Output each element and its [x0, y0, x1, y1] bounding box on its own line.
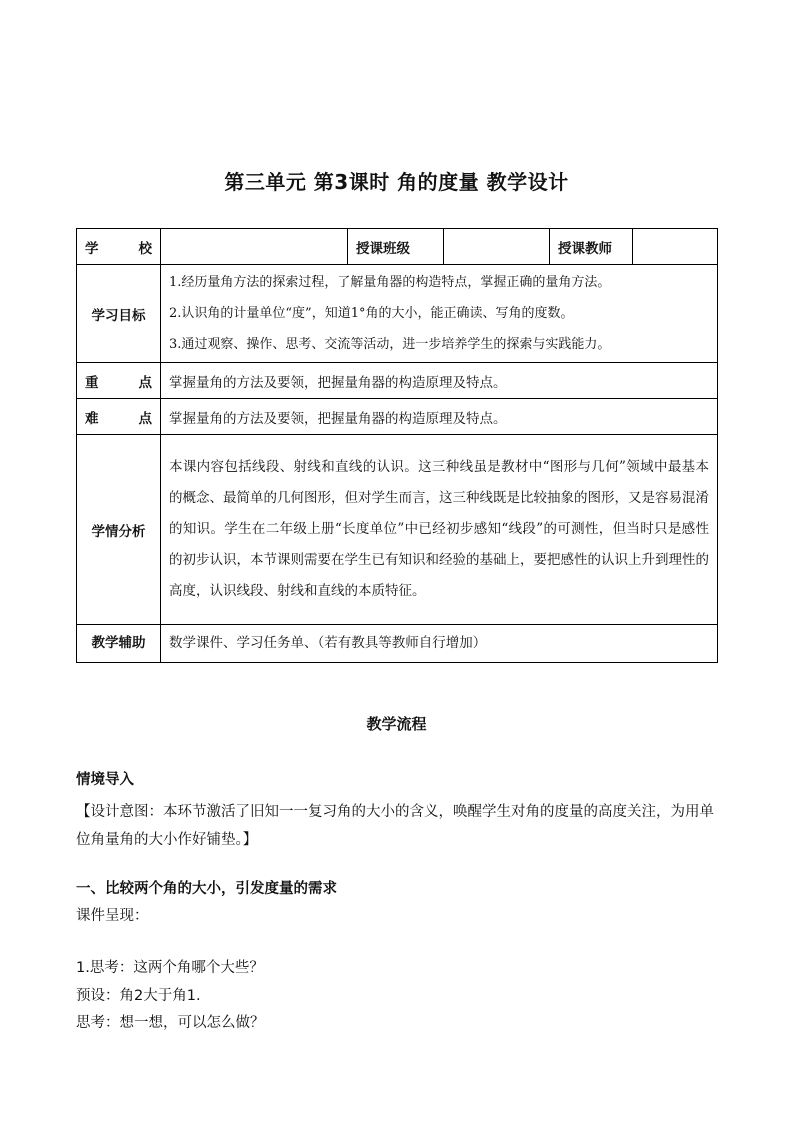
class-label: 授课班级: [348, 229, 444, 265]
row-analysis: [77, 435, 718, 625]
teacher-label: 授课教师: [550, 229, 633, 265]
difficulty-label: 难 点: [77, 399, 161, 435]
row-goals: [77, 265, 718, 363]
question-1: 1.思考：这两个角哪个大些？: [76, 960, 264, 976]
school-label: 学 校: [77, 229, 161, 265]
intro-intent: 【设计意图：本环节激活了旧知一一复习角的大小的含义，唤醒学生对角的度量的高度关注，为用单位角量角的大小作好铺垫。】: [76, 804, 714, 848]
key-label: 重 点: [77, 363, 161, 399]
goals-label: 学习目标: [77, 265, 161, 363]
courseware-text: 课件呈现：: [76, 908, 149, 924]
analysis-label: 学情分析: [77, 435, 161, 625]
school-value[interactable]: [161, 229, 348, 265]
goals-cell: [161, 265, 718, 363]
lesson-info-table: [76, 228, 718, 663]
aid-value: 数学课件、学习任务单、（若有教具等教师自行增加）: [161, 625, 718, 663]
think-text: 思考：想一想，可以怎么做？: [76, 1015, 265, 1031]
row-aid: [77, 625, 718, 663]
class-value[interactable]: [444, 229, 550, 265]
preset-text: 预设：角2大于角1.: [76, 988, 201, 1004]
analysis-text: 本课内容包括线段、射线和直线的认识。这三种线虽是教材中“图形与几何”领域中最基本的概念、最简单的几何图形，但对学生而言，这三种线既是比较抽象的图形，又是容易混淆的知识。学生在二年级上册“长度单位”中已经初步感知“线段”的可测性，但当时只是感性的初步认识，本节课则需要在学生已有知识和经验的基础上，要把感性的认识上升到理性的高度，认识线段、射线和直线的本质特征。: [169, 459, 709, 599]
row-difficulty: [77, 399, 718, 435]
teacher-value[interactable]: [633, 229, 718, 265]
key-value: 掌握量角的方法及要领，把握量角器的构造原理及特点。: [161, 363, 718, 399]
flow-title: 教学流程: [366, 715, 427, 733]
goal-item: 1.经历量角方法的探索过程，了解量角器的构造特点，掌握正确的量角方法。: [169, 275, 611, 290]
part1-heading: 一、比较两个角的大小，引发度量的需求: [76, 881, 337, 897]
goal-item: 3.通过观察、操作、思考、交流等活动，进一步培养学生的探索与实践能力。: [169, 337, 611, 352]
difficulty-value: 掌握量角的方法及要领，把握量角器的构造原理及特点。: [161, 399, 718, 435]
analysis-cell: [161, 435, 718, 625]
intro-heading: 情境导入: [76, 772, 134, 788]
page-title: 第三单元 第3课时 角的度量 教学设计: [224, 170, 569, 194]
row-school: [77, 229, 718, 265]
aid-label: 教学辅助: [77, 625, 161, 663]
goal-item: 2.认识角的计量单位“度”，知道1°角的大小，能正确读、写角的度数。: [169, 306, 574, 321]
row-key: [77, 363, 718, 399]
